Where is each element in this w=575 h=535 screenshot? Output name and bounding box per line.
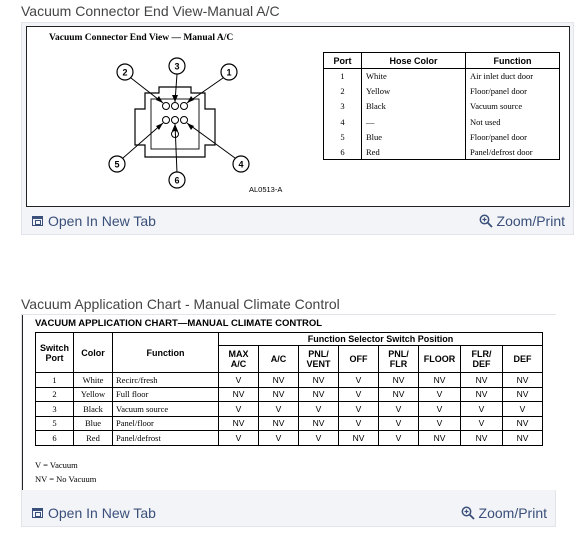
table-row: 3 Black Vacuum source <box>324 99 560 114</box>
section1-card <box>21 22 574 235</box>
port-hole-6 <box>172 117 179 124</box>
col-header-hose-color: Hose Color <box>362 53 466 69</box>
section2-card <box>21 314 556 527</box>
col-header-max-ac: MAX A/C <box>219 346 259 373</box>
zoom-print-label: Zoom/Print <box>478 505 547 521</box>
callout-5 <box>109 156 125 172</box>
table-row: 6 Red Panel/defrost V V V NV V NV NV NV <box>36 431 543 446</box>
group-header-switch-position: Function Selector Switch Position <box>219 333 543 346</box>
open-in-new-tab-label: Open In New Tab <box>48 213 156 229</box>
open-in-new-tab-link[interactable] <box>32 505 156 521</box>
callout-1 <box>221 64 237 80</box>
table-row: 4 — Not used <box>324 114 560 129</box>
col-header-switch-port: Switch Port <box>36 333 74 373</box>
connector-drawing <box>27 27 317 207</box>
svg-text:1: 1 <box>226 67 232 78</box>
svg-text:6: 6 <box>174 175 180 186</box>
port-hole-1 <box>181 103 188 110</box>
svg-text:2: 2 <box>122 67 128 78</box>
vacuum-application-chart[interactable] <box>22 315 557 490</box>
section2-title: Vacuum Application Chart - Manual Climate Control <box>21 296 340 312</box>
new-tab-icon <box>32 508 43 518</box>
col-header-ac: A/C <box>259 346 299 373</box>
zoom-icon <box>461 506 475 520</box>
port-hole-5 <box>163 117 170 124</box>
svg-text:4: 4 <box>238 159 244 170</box>
legend-vacuum: V = Vacuum <box>35 460 78 470</box>
open-in-new-tab-link[interactable] <box>32 213 156 229</box>
chart-title: VACUUM APPLICATION CHART—MANUAL CLIMATE CONTROL <box>35 318 323 329</box>
zoom-print-link[interactable] <box>461 505 547 521</box>
section1-footer <box>22 208 573 234</box>
table-row: 3 Black Vacuum source V V V V V V V V <box>36 402 543 417</box>
col-header-port: Port <box>324 53 362 69</box>
col-header-color: Color <box>74 333 113 373</box>
port-hole-4 <box>181 117 188 124</box>
svg-text:3: 3 <box>174 61 180 72</box>
section2-footer <box>22 500 555 526</box>
new-tab-icon <box>32 216 43 226</box>
table-row: 1 White Air inlet duct door <box>324 69 560 84</box>
zoom-print-link[interactable] <box>479 213 565 229</box>
diagram-code: AL0513-A <box>249 185 283 194</box>
col-header-floor: FLOOR <box>419 346 461 373</box>
col-header-def: DEF <box>503 346 543 373</box>
port-hole-3 <box>172 103 179 110</box>
table-row: 6 Red Panel/defrost door <box>324 144 560 159</box>
col-header-function: Function <box>113 333 219 373</box>
section1-title: Vacuum Connector End View-Manual A/C <box>21 3 280 19</box>
col-header-pnl-flr: PNL/ FLR <box>379 346 419 373</box>
zoom-print-label: Zoom/Print <box>496 213 565 229</box>
vacuum-table <box>35 332 543 446</box>
table-row: 2 Yellow Full floor NV NV NV V NV V NV NV <box>36 387 543 402</box>
diagram-title: Vacuum Connector End View — Manual A/C <box>49 33 234 43</box>
col-header-off: OFF <box>339 346 379 373</box>
svg-text:5: 5 <box>114 159 120 170</box>
legend-no-vacuum: NV = No Vacuum <box>35 474 97 484</box>
connector-diagram[interactable] <box>26 26 570 207</box>
table-row: 1 White Recirc/fresh V NV NV V NV NV NV NV <box>36 373 543 388</box>
port-hole-2 <box>163 103 170 110</box>
open-in-new-tab-label: Open In New Tab <box>48 505 156 521</box>
port-table <box>323 52 560 160</box>
zoom-icon <box>479 214 493 228</box>
col-header-pnl-vent: PNL/ VENT <box>299 346 339 373</box>
callout-3 <box>169 58 185 74</box>
table-row: 2 Yellow Floor/panel door <box>324 84 560 99</box>
callout-2 <box>117 64 133 80</box>
table-row: 5 Blue Panel/floor NV NV NV V V V V NV <box>36 416 543 431</box>
col-header-flr-def: FLR/ DEF <box>461 346 503 373</box>
callout-6 <box>169 172 185 188</box>
col-header-function: Function <box>466 53 560 69</box>
callout-4 <box>233 156 249 172</box>
table-row: 5 Blue Floor/panel door <box>324 129 560 144</box>
